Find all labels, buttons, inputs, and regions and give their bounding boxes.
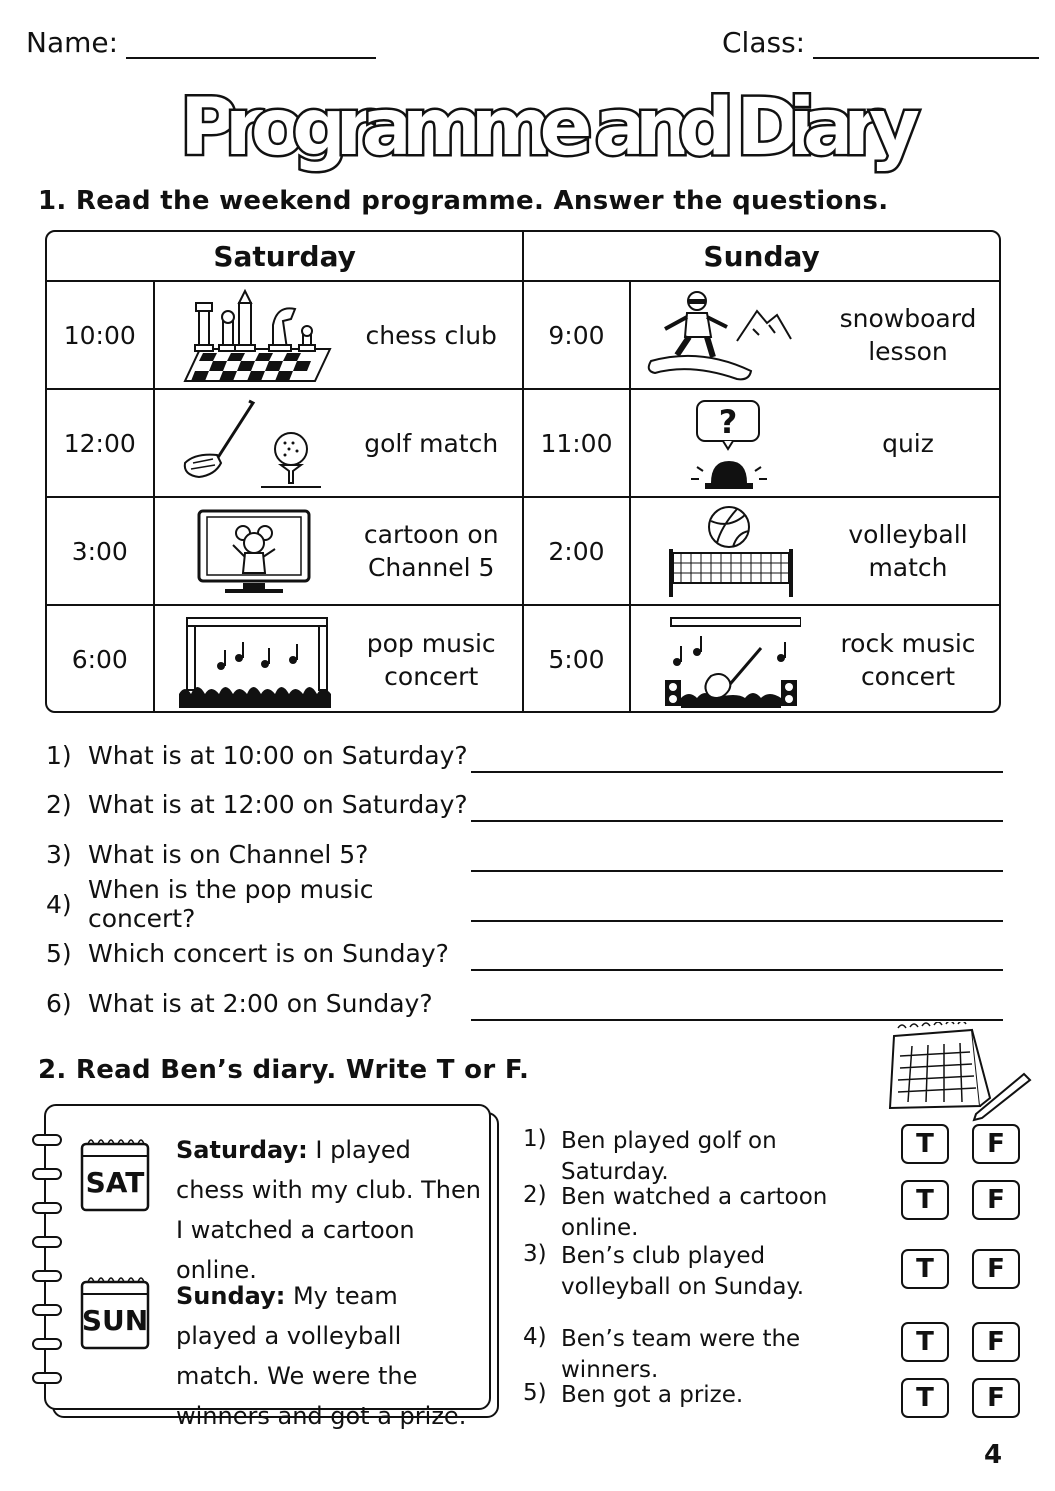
false-box[interactable]: F bbox=[972, 1378, 1020, 1418]
saturday-header: Saturday bbox=[47, 232, 523, 281]
question-text: What is on Channel 5? bbox=[88, 839, 369, 869]
question-number: 4) bbox=[46, 889, 72, 919]
class-input-line[interactable] bbox=[813, 31, 1039, 59]
statement-number: 5) bbox=[523, 1380, 547, 1406]
statement-number: 3) bbox=[523, 1241, 547, 1267]
event-label: pop music concert bbox=[366, 628, 496, 691]
ben-diary bbox=[44, 1104, 491, 1430]
event-cell bbox=[630, 389, 999, 497]
event-cell bbox=[154, 281, 524, 389]
snowboard-icon bbox=[641, 289, 801, 385]
question-row bbox=[46, 983, 1003, 1023]
event-cell bbox=[154, 497, 524, 605]
question-text: What is at 10:00 on Saturday? bbox=[88, 740, 468, 770]
statement-row bbox=[523, 1126, 1023, 1185]
section1-title: 1. Read the weekend programme. Answer the questions. bbox=[38, 186, 889, 216]
class-field bbox=[722, 26, 1039, 59]
event-cell bbox=[154, 605, 524, 713]
ring-icon bbox=[32, 1270, 62, 1282]
time-cell: 5:00 bbox=[523, 605, 629, 713]
ring-icon bbox=[32, 1372, 62, 1384]
true-box[interactable]: T bbox=[901, 1124, 949, 1164]
statement-number: 4) bbox=[523, 1324, 547, 1350]
answer-line[interactable] bbox=[471, 870, 1003, 872]
question-number: 1) bbox=[46, 740, 72, 770]
question-row bbox=[46, 875, 1003, 933]
ring-icon bbox=[32, 1202, 62, 1214]
event-label: quiz bbox=[882, 428, 934, 458]
statement-number: 2) bbox=[523, 1182, 547, 1208]
event-cell bbox=[154, 389, 524, 497]
time-cell: 9:00 bbox=[523, 281, 629, 389]
entry-day: Saturday: bbox=[176, 1136, 308, 1164]
question-number: 5) bbox=[46, 938, 72, 968]
calendar-pencil-icon bbox=[884, 1022, 1034, 1122]
statement-row bbox=[523, 1182, 1023, 1241]
saturday-badge: SAT bbox=[85, 1166, 145, 1199]
statement-number: 1) bbox=[523, 1126, 547, 1152]
statement-row bbox=[523, 1380, 1023, 1420]
true-box[interactable]: T bbox=[901, 1180, 949, 1220]
false-box[interactable]: F bbox=[972, 1180, 1020, 1220]
sunday-calendar-icon bbox=[80, 1272, 150, 1350]
false-box[interactable]: F bbox=[972, 1322, 1020, 1362]
entry-day: Sunday: bbox=[176, 1282, 286, 1310]
answer-line[interactable] bbox=[471, 820, 1003, 822]
question-text: What is at 12:00 on Saturday? bbox=[88, 789, 468, 819]
volleyball-icon bbox=[641, 505, 801, 601]
rock-concert-icon bbox=[641, 614, 801, 710]
sunday-entry bbox=[176, 1276, 486, 1436]
event-label: cartoon on Channel 5 bbox=[363, 520, 499, 582]
time-cell: 2:00 bbox=[523, 497, 629, 605]
page-number: 4 bbox=[984, 1440, 1003, 1470]
true-box[interactable]: T bbox=[901, 1322, 949, 1362]
question-text: What is at 2:00 on Sunday? bbox=[88, 988, 433, 1018]
statement-row bbox=[523, 1241, 1023, 1305]
class-label: Class: bbox=[722, 26, 806, 59]
true-box[interactable]: T bbox=[901, 1249, 949, 1289]
false-box[interactable]: F bbox=[972, 1249, 1020, 1289]
event-label: snowboard lesson bbox=[839, 304, 977, 366]
statement-text: Ben’s team were the winners. bbox=[561, 1326, 801, 1383]
time-cell: 11:00 bbox=[523, 389, 629, 497]
event-cell bbox=[630, 605, 999, 713]
sunday-badge: SUN bbox=[81, 1304, 149, 1337]
time-cell: 3:00 bbox=[47, 497, 154, 605]
sunday-header: Sunday bbox=[523, 232, 999, 281]
ring-icon bbox=[32, 1304, 62, 1316]
ring-icon bbox=[32, 1236, 62, 1248]
question-row bbox=[46, 834, 1003, 874]
weekend-programme-table bbox=[45, 230, 1001, 713]
page-title bbox=[170, 72, 930, 182]
ring-icon bbox=[32, 1338, 62, 1350]
name-label: Name: bbox=[26, 26, 119, 59]
chess-icon bbox=[165, 289, 335, 385]
pop-concert-icon bbox=[165, 614, 335, 710]
question-text: Which concert is on Sunday? bbox=[88, 938, 449, 968]
ring-icon bbox=[32, 1134, 62, 1146]
event-label: chess club bbox=[365, 320, 497, 350]
statement-text: Ben got a prize. bbox=[561, 1382, 744, 1408]
statement-text: Ben played golf on Saturday. bbox=[561, 1128, 777, 1185]
golf-icon bbox=[165, 397, 335, 493]
name-input-line[interactable] bbox=[126, 31, 376, 59]
section2-title: 2. Read Ben’s diary. Write T or F. bbox=[38, 1055, 530, 1085]
programme-row bbox=[47, 605, 999, 713]
event-cell bbox=[630, 281, 999, 389]
question-number: 6) bbox=[46, 988, 72, 1018]
false-box[interactable]: F bbox=[972, 1124, 1020, 1164]
event-label: golf match bbox=[364, 428, 499, 458]
question-row bbox=[46, 784, 1003, 824]
entry-text: My team played a volleyball match. We were the winners and got a prize. bbox=[176, 1282, 467, 1430]
question-row bbox=[46, 933, 1003, 973]
answer-line[interactable] bbox=[471, 771, 1003, 773]
programme-row bbox=[47, 497, 999, 605]
question-number: 3) bbox=[46, 839, 72, 869]
svg-text:?: ? bbox=[718, 403, 737, 441]
answer-line[interactable] bbox=[471, 920, 1003, 922]
question-row bbox=[46, 735, 1003, 775]
statement-text: Ben watched a cartoon online. bbox=[561, 1184, 828, 1241]
tv-cartoon-icon bbox=[165, 505, 335, 601]
page-title-text: Programme and Diary bbox=[180, 83, 920, 173]
statement-text: Ben’s club played volleyball on Sunday. bbox=[561, 1243, 805, 1300]
saturday-entry bbox=[176, 1130, 486, 1290]
question-number: 2) bbox=[46, 789, 72, 819]
answer-line[interactable] bbox=[471, 1019, 1003, 1021]
true-box[interactable]: T bbox=[901, 1378, 949, 1418]
statement-row bbox=[523, 1324, 1023, 1383]
answer-line[interactable] bbox=[471, 969, 1003, 971]
event-label: volleyball match bbox=[848, 520, 968, 582]
saturday-calendar-icon bbox=[80, 1134, 150, 1212]
ring-icon bbox=[32, 1168, 62, 1180]
event-cell bbox=[630, 497, 999, 605]
question-text: When is the pop music concert? bbox=[88, 875, 374, 933]
time-cell: 10:00 bbox=[47, 281, 154, 389]
time-cell: 12:00 bbox=[47, 389, 154, 497]
time-cell: 6:00 bbox=[47, 605, 154, 713]
entry-text: I played chess with my club. Then I watched a cartoon online. bbox=[176, 1136, 481, 1284]
programme-row bbox=[47, 281, 999, 389]
programme-row bbox=[47, 389, 999, 497]
event-label: rock music concert bbox=[840, 628, 976, 691]
quiz-icon bbox=[641, 397, 801, 493]
name-field bbox=[26, 26, 376, 59]
